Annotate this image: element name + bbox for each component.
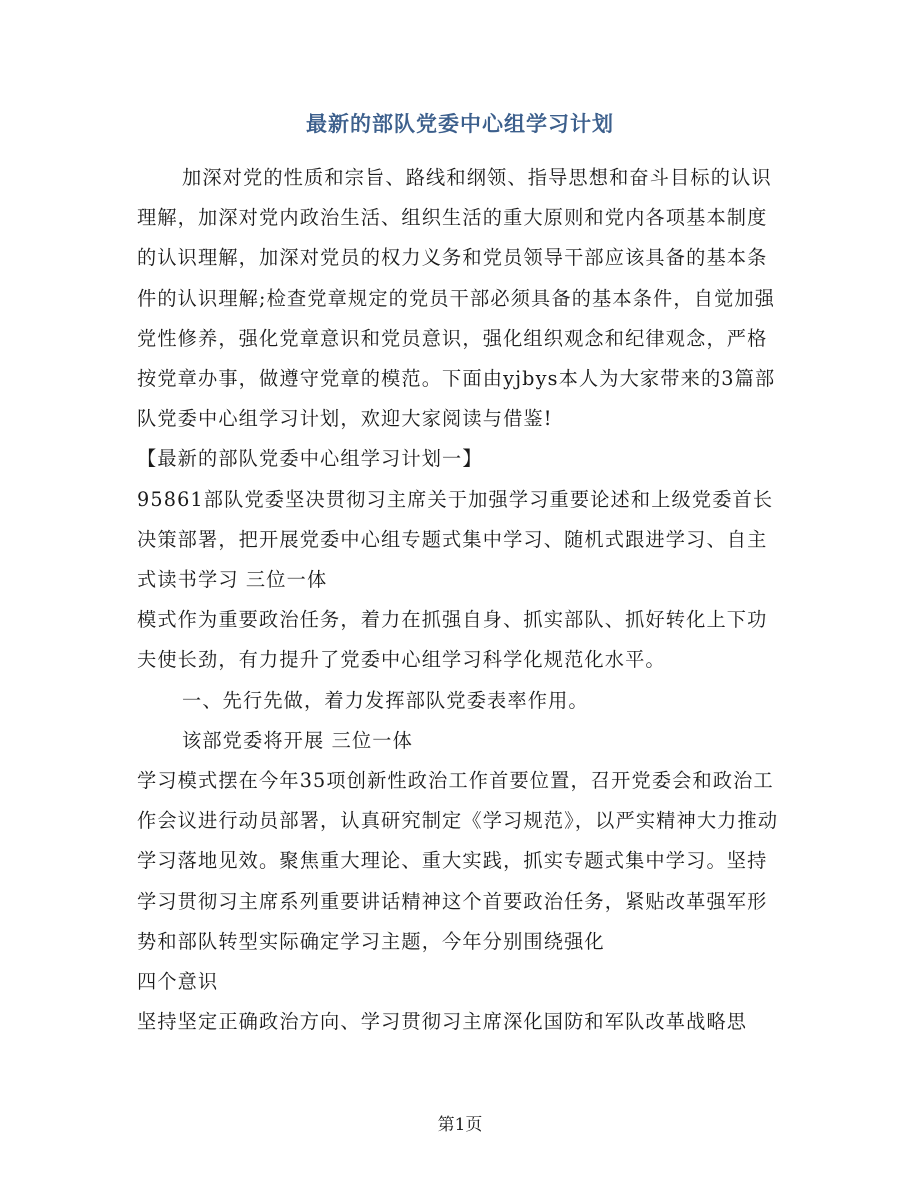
section-heading: 【最新的部队党委中心组学习计划一】 [137,447,483,471]
body-paragraph: 学习模式摆在今年35项创新性政治工作首要位置，召开党委会和政治工作会议进行动员部署，认真研究制定《学习规范》，以严实精神大力推动学习落地见效。聚焦重大理论、重大实践，抓实专题式集中学习。坚持学习贯彻习主席系列重要讲话精神这个首要政治任务，紧贴改革强军形势和部队转型实际确定学习主题，今年分别围绕强化 [137,769,779,953]
body-paragraph: 95861部队党委坚决贯彻习主席关于加强学习重要论述和上级党委首长决策部署，把开展党委中心组专题式集中学习、随机式跟进学习、自主式读书学习 三位一体 [137,487,774,592]
body-paragraph: 该部党委将开展 三位一体 [182,728,413,752]
body-paragraph: 四个意识 [137,970,219,994]
body-paragraph: 坚持坚定正确政治方向、学习贯彻习主席深化国防和军队改革战略思 [137,1010,748,1034]
page-number: 第1页 [437,1115,483,1135]
intro-paragraph: 加深对党的性质和宗旨、路线和纲领、指导思想和奋斗目标的认识理解，加深对党内政治生活、组织生活的重大原则和党内各项基本制度的认识理解，加深对党员的权力义务和党员领导干部应该具备的基本条件的认识理解;检查党章规定的党员干部必须具备的基本条件，自觉加强党性修养，强化党章意识和党员意识，强化组织观念和纪律观念，严格按党章办事，做遵守党章的模范。下面由yjbys本人为大家带来的3篇部队党委中心组学习计划，欢迎大家阅读与借鉴! [137,166,776,431]
subsection-heading: 一、先行先做，着力发挥部队党委表率作用。 [182,688,589,712]
body-paragraph: 模式作为重要政治任务，着力在抓强自身、抓实部队、抓好转化上下功夫使长劲，有力提升了党委中心组学习科学化规范化水平。 [137,608,768,672]
document-title: 最新的部队党委中心组学习计划 [306,111,614,136]
document-body [137,158,787,1042]
